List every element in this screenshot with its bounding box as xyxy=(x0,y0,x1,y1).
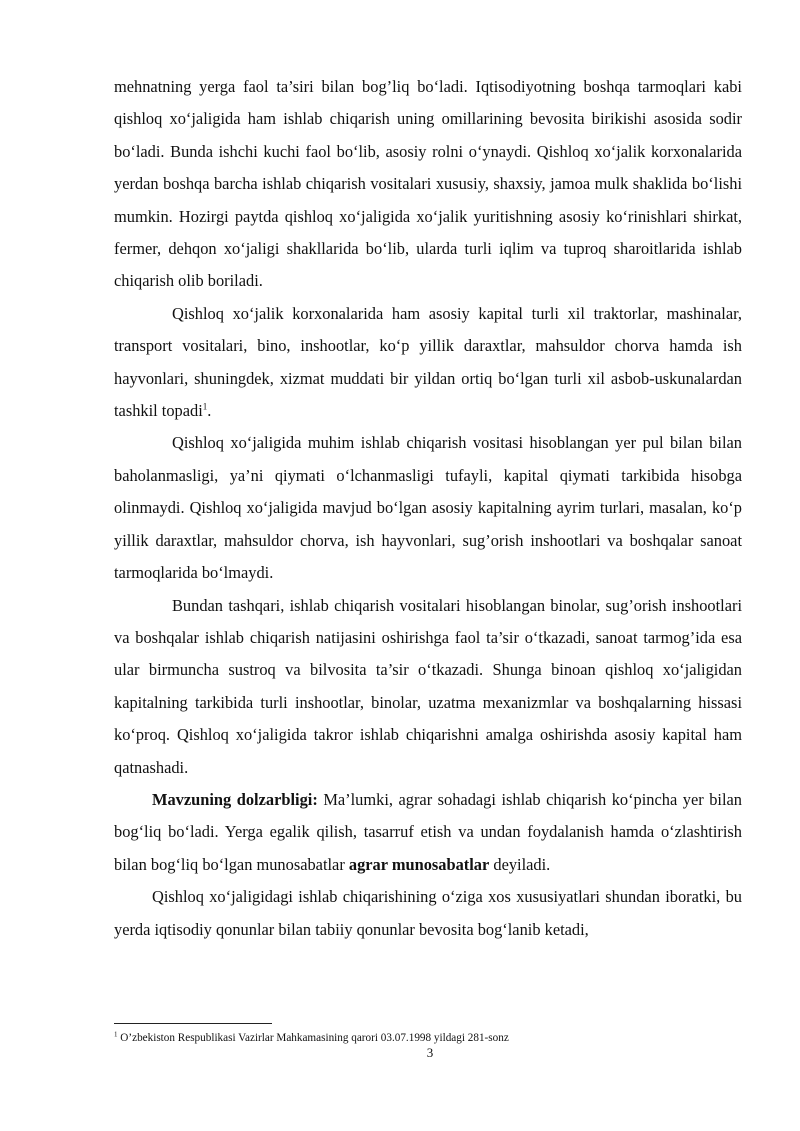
footnote xyxy=(114,1031,509,1045)
paragraph-2-text: Qishloq xo‘jalik korxonalarida ham asosiy kapital turli xil traktorlar, mashinalar, transport vositalari, bino, inshootlar, ko‘p yillik daraxtlar, mahsuldor chorva hamda ish hayvonlari, shuningdek, xizmat muddati bir yildan ortiq bo‘lgan turli xil asbob-uskunalardan tashkil topadi xyxy=(114,303,742,421)
term-agrar-munosabatlar: agrar munosabatlar xyxy=(348,854,490,874)
section-heading-relevance: Mavzuning dolzarbligi: xyxy=(152,789,318,809)
footnote-marker: 1 xyxy=(114,1030,118,1039)
page-number: 3 xyxy=(426,1045,434,1060)
paragraph-5-text: Ma’lumki, agrar sohadagi ishlab chiqarish ko‘pincha yer bilan bog‘liq bo‘ladi. Yerga egalik qilish, tasarruf etish va undan foydalanish hamda o‘zlashtirish bilan bog‘liq bo‘lgan munosabatlar xyxy=(114,789,742,874)
paragraph-1: mehnatning yerga faol ta’siri bilan bog’liq bo‘ladi. Iqtisodiyotning boshqa tarmoqlari kabi qishloq xo‘jaligida ham ishlab chiqarish uning omillarining bevosita birikishi asosida sodir bo‘ladi. Bunda ishchi kuchi faol bo‘lib, asosiy rolni o‘ynaydi. Qishloq xo‘jalik korxonalarida yerdan boshqa barcha ishlab chiqarish vositalari xususiy, shaxsiy, jamoa mulk shaklida bo‘lishi mumkin. Hozirgi paytda qishloq xo‘jaligida xo‘jalik yuritishning asosiy ko‘rinishlari shirkat, fermer, dehqon xo‘jaligi shakllarida bo‘lib, ularda turli iqlim va tuproq sharoitlarida ishlab chiqarish olib boriladi. xyxy=(114,77,742,291)
paragraph-5 xyxy=(114,784,742,881)
paragraph-2-end: . xyxy=(207,401,212,421)
paragraph-4: Bundan tashqari, ishlab chiqarish vositalari hisoblangan binolar, sug’orish inshootlari va boshqalar ishlab chiqarish natijasini oshirishga faol ta’sir o‘tkazadi, sanoat tarmog’ida esa ular birmuncha sustroq va bilvosita ta’sir o‘tkazadi. Shunga binoan qishloq xo‘jaligidan kapitalning tarkibida turli inshootlar, binolar, uzatma mexanizmlar va boshqalarning hissasi ko‘proq. Qishloq xo‘jaligida takror ishlab chiqarishni amalga oshirishda asosiy kapital ham qatnashadi. xyxy=(114,595,742,777)
paragraph-2 xyxy=(114,298,742,428)
body-text xyxy=(114,71,742,946)
paragraph-6: Qishloq xo‘jaligidagi ishlab chiqarishining o‘ziga xos xususiyatlari shundan iboratki, bu yerda iqtisodiy qonunlar bilan tabiiy qonunlar bevosita bog‘lanib ketadi, xyxy=(114,887,742,939)
footnote-text: O’zbekiston Respublikasi Vazirlar Mahkamasining qarori 03.07.1998 yildagi 281-sonz xyxy=(117,1032,509,1044)
paragraph-3: Qishloq xo‘jaligida muhim ishlab chiqarish vositasi hisoblangan yer pul bilan bilan baholanmasligi, ya’ni qiymati o‘lchanmasligi tufayli, kapital qiymati tarkibida hisobga olinmaydi. Qishloq xo‘jaligida mavjud bo‘lgan asosiy kapitalning ayrim turlari, masalan, ko‘p yillik daraxtlar, mahsuldor chorva, ish hayvonlari, sug’orish inshootlari va boshqalar sanoat tarmoqlarida bo‘lmaydi. xyxy=(114,433,742,583)
footnote-reference: 1 xyxy=(202,401,208,412)
footnote-separator xyxy=(114,1023,272,1024)
paragraph-5-tail: deyiladi. xyxy=(489,854,551,874)
